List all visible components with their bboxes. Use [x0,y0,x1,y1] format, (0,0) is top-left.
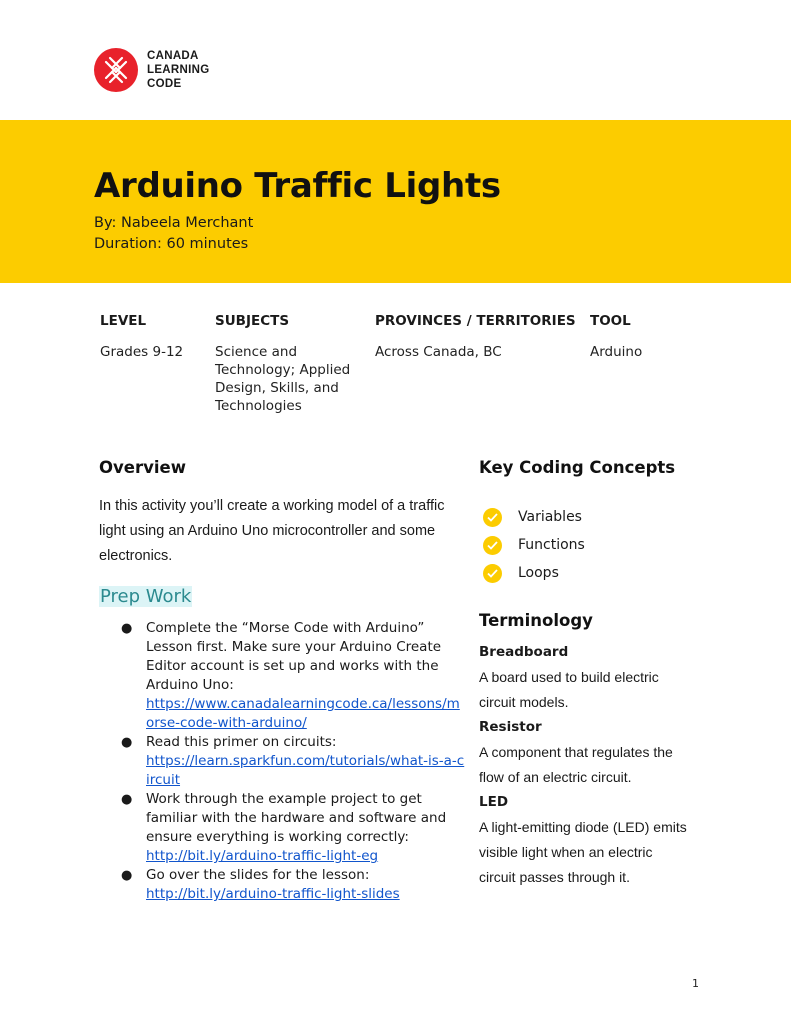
check-icon [483,508,502,527]
prep-item-link[interactable]: http://bit.ly/arduino-traffic-light-slides [146,886,400,902]
term-name: Resistor [479,719,542,735]
page-number: 1 [692,977,699,990]
term-definition: A board used to build electric circuit models. [479,669,659,710]
bullet-icon: ● [121,792,133,807]
subjects-value: Science and Technology; Applied Design, Skills, and Technologies [215,344,351,414]
tool-value: Arduino [590,344,643,360]
prep-item-link[interactable]: https://learn.sparkfun.com/tutorials/what-is-a-circuit [146,753,465,788]
prep-item-text: Go over the slides for the lesson: [146,867,370,883]
provinces-value: Across Canada, BC [375,344,502,360]
tool-heading: TOOL [590,313,631,329]
logo-line: LEARNING [147,64,210,76]
terminology-list [479,640,699,890]
prep-work-heading: Prep Work [100,586,192,607]
logo-line: CANADA [147,50,199,62]
list-item [121,790,466,866]
list-item [483,531,585,559]
list-item [121,619,466,733]
term-name: LED [479,794,509,810]
bullet-icon: ● [121,621,133,636]
level-value: Grades 9-12 [100,344,184,360]
key-concepts-heading: Key Coding Concepts [479,458,676,477]
term-definition: A component that regulates the flow of an electric circuit. [479,744,673,785]
prep-item-link[interactable]: http://bit.ly/arduino-traffic-light-eg [146,848,379,864]
logo-mark-icon [94,48,138,92]
bullet-icon: ● [121,868,133,883]
prep-item-text: Work through the example project to get familiar with the hardware and software and ensure everything is working correctly: [146,791,447,845]
list-item [483,503,585,531]
list-item [121,733,466,790]
provinces-heading: PROVINCES / TERRITORIES [375,313,576,329]
concept-label: Variables [518,509,582,525]
overview-heading: Overview [99,458,186,477]
duration-line: Duration: 60 minutes [94,236,249,252]
check-icon [483,564,502,583]
terminology-heading: Terminology [479,611,593,630]
prep-work-list [121,619,466,904]
term-definition: A light-emitting diode (LED) emits visible light when an electric circuit passes through it. [479,819,687,885]
prep-item-link[interactable]: https://www.canadalearningcode.ca/lessons/morse-code-with-arduino/ [146,696,460,731]
list-item [483,559,585,587]
concept-label: Loops [518,565,559,581]
level-heading: LEVEL [100,313,147,329]
logo-line: CODE [147,78,182,90]
author-line: By: Nabeela Merchant [94,215,254,231]
list-item [121,866,466,904]
term-name: Breadboard [479,644,569,660]
prep-item-text: Read this primer on circuits: [146,734,337,750]
prep-item-text: Complete the “Morse Code with Arduino” Lesson first. Make sure your Arduino Create Editor account is set up and works with the Arduino Uno: [146,620,442,693]
subjects-heading: SUBJECTS [215,313,290,329]
bullet-icon: ● [121,735,133,750]
overview-text: In this activity you’ll create a working model of a traffic light using an Arduino Uno microcontroller and some electronics. [99,498,445,564]
key-concepts-list [483,503,585,587]
check-icon [483,536,502,555]
logo-wordmark [147,49,209,91]
concept-label: Functions [518,537,585,553]
page-title: Arduino Traffic Lights [94,166,501,206]
canada-learning-code-logo [94,48,209,92]
